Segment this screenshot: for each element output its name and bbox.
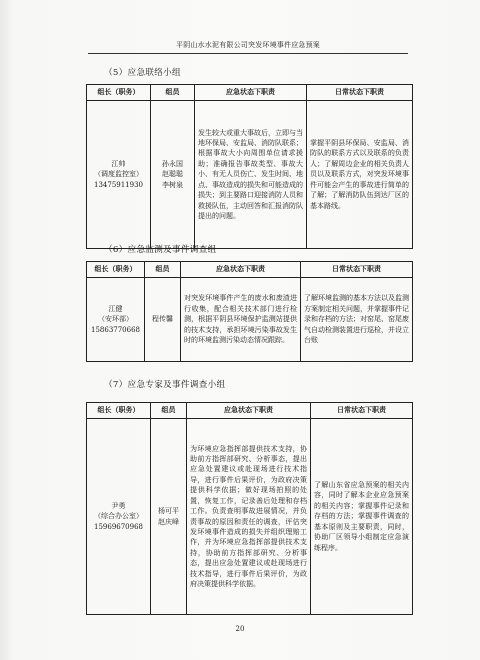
members-cell: 杨可平 赵庆峰 [151, 419, 187, 615]
table-monitoring-investigation [86, 261, 413, 362]
section-title-7: （7）应急专家及事件调查小组 [104, 380, 226, 390]
table-row [87, 101, 413, 249]
daily-duty-cell: 了解环境监测的基本方法以及监测方案制定相关问题，并掌握事件记录和存档的方法；对窑尾、窑尾废气自动检测装置进行巡检，并设立台账 [301, 278, 413, 362]
header-daily-duty: 日常状态下职责 [307, 85, 413, 101]
table-header-row [87, 403, 413, 419]
emergency-duty-cell: 为环境应急指挥部提供技术支持，协助前方指挥部研究、分析事态，提出应急处置建议或赴现场进行技术指导，进行事件后果评价，为政府决策提供科学依据；做好现场拍照的处置，恢复工作，记录善后处理和存档工作。负责查明事故进展情况，并负责事故的原因和责任的调查，评估突发环境事件造成的损失并组织理赔工作，并为环境应急指挥部提供技术支持，协助前方指挥部研究、分析事态，提出应急处置建议或赴现场进行技术指导，进行事件后果评价，为政府决策提供科学依据。 [187, 419, 311, 615]
table-row [87, 419, 413, 615]
daily-duty-cell: 掌握平阴县环保局、安监局、消防队的联系方式以及联系的负责人；了解周边企业的相关负责人员以及联系方式，对突发环境事件可能会产生的事故进行简单的了解；了解消防队伍到达厂区的基本路线。 [307, 101, 413, 249]
page-header: 平阴山水水泥有限公司突发环境事件应急预案 [88, 40, 408, 54]
table-header-row [87, 85, 413, 101]
daily-duty-cell: 了解山东省应急预案的相关内容，同时了解本企业应急预案的相关内容；掌握事件记录和存档的方法；掌握事件调查的基本原则及主要职责，同时，协助厂区领导小组制定应急演练程序。 [311, 419, 413, 615]
header-daily-duty: 日常状态下职责 [301, 262, 413, 278]
header-leader: 组长（职务） [87, 403, 151, 419]
section-title-6: （6）应急监测及事件调查组 [104, 245, 217, 255]
table-row [87, 278, 413, 362]
leader-cell: 江帅 （调度监控室） 13475911930 [87, 101, 151, 249]
section-title-5: （5）应急联络小组 [104, 68, 181, 78]
leader-cell: 江健 （安环部） 15863770668 [87, 278, 145, 362]
header-members: 组员 [151, 85, 195, 101]
header-leader: 组长（职务） [87, 262, 145, 278]
members-cell: 程传馨 [145, 278, 181, 362]
page-number: 20 [235, 625, 245, 633]
header-emergency-duty: 应急状态下职责 [195, 85, 307, 101]
header-leader: 组长（职务） [87, 85, 151, 101]
header-members: 组员 [151, 403, 187, 419]
header-emergency-duty: 应急状态下职责 [181, 262, 301, 278]
leader-cell: 尹勇 （综合办公室） 15969670968 [87, 419, 151, 615]
table-header-row [87, 262, 413, 278]
members-cell: 孙永国 赵聪聪 李树泉 [151, 101, 195, 249]
emergency-duty-cell: 发生较大或重大事故后，立即与当地环保局、安监局、消防队联系；根据事故大小向周围单位请求援助；准确报告事故类型、事故大小、有无人员伤亡、发生时间、地点、事故造成的损失和可能造成的损失；到主要路口迎接消防人员和救援队伍，主动回答和汇报消防队提出的问题。 [195, 101, 307, 249]
emergency-duty-cell: 对突发环境事件产生的废水和废渣进行收集，配合相关技术部门进行检测，根据平阴县环境保护监测站提供的技术支持，承担环境污染事故发生时的环境监测污染动态情况跟踪。 [181, 278, 301, 362]
table-expert-investigation [86, 402, 413, 615]
header-members: 组员 [145, 262, 181, 278]
table-emergency-liaison [86, 84, 413, 249]
header-emergency-duty: 应急状态下职责 [187, 403, 311, 419]
header-daily-duty: 日常状态下职责 [311, 403, 413, 419]
